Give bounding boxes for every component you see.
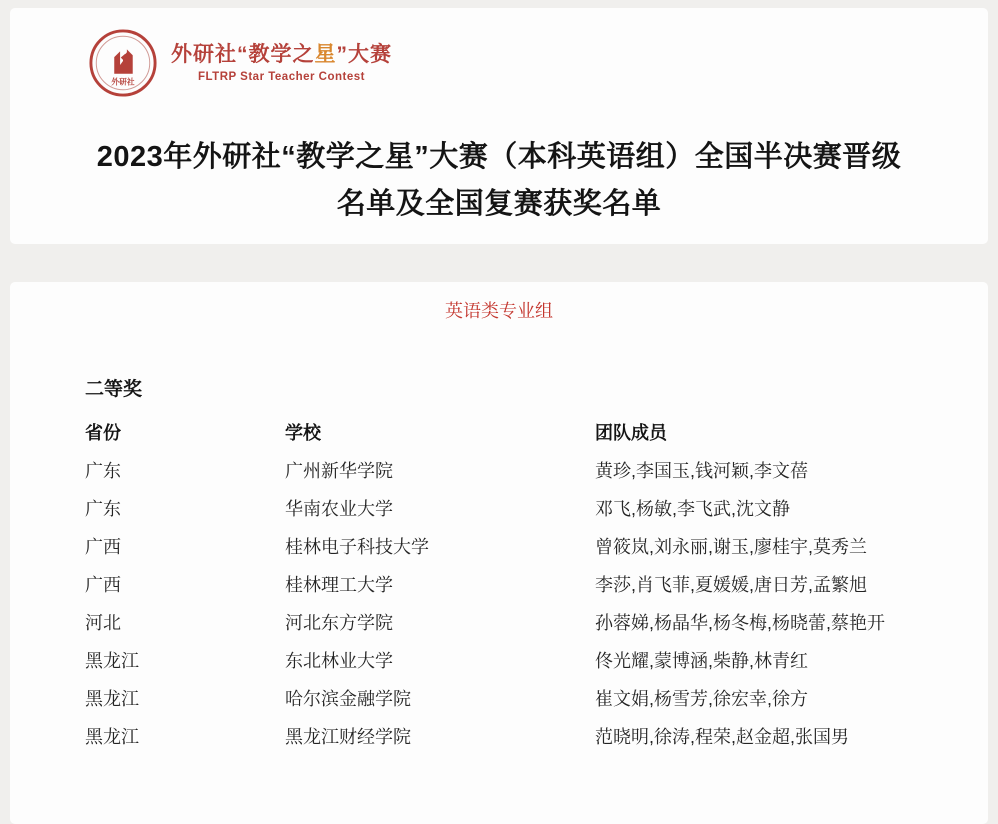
members-cell: 黄珍,李国玉,钱河颖,李文蓓 — [595, 461, 809, 481]
page-title-line2: 名单及全国复赛获奖名单 — [336, 188, 662, 220]
province-cell: 广西 — [85, 537, 121, 557]
school-cell: 广州新华学院 — [285, 461, 393, 481]
members-cell: 曾筱岚,刘永丽,谢玉,廖桂宇,莫秀兰 — [595, 537, 868, 557]
content-card — [10, 282, 988, 824]
school-cell: 桂林理工大学 — [285, 575, 393, 595]
table-row — [85, 452, 988, 490]
school-cell: 河北东方学院 — [285, 613, 393, 633]
header-members: 团队成员 — [595, 423, 667, 443]
brand-tagline: FLTRP Star Teacher Contest — [197, 70, 365, 83]
table-row — [85, 604, 988, 642]
group-label: 英语类专业组 — [445, 301, 553, 321]
logo-text — [171, 42, 392, 85]
page-title — [50, 134, 948, 228]
province-cell: 黑龙江 — [85, 727, 139, 747]
members-cell: 李莎,肖飞菲,夏媛媛,唐日芳,孟繁旭 — [595, 575, 868, 595]
header-school: 学校 — [285, 423, 321, 443]
province-cell: 黑龙江 — [85, 651, 139, 671]
school-cell: 哈尔滨金融学院 — [285, 689, 411, 709]
table-row — [85, 566, 988, 604]
province-cell: 广西 — [85, 575, 121, 595]
star-character: 星 — [314, 42, 337, 66]
table-header-row — [85, 414, 988, 452]
province-cell: 河北 — [85, 613, 121, 633]
table-row — [85, 642, 988, 680]
seal-text: 外研社 — [111, 77, 135, 87]
table-body — [85, 452, 988, 756]
table-row — [85, 528, 988, 566]
page-title-line1: 2023年外研社“教学之星”大赛（本科英语组）全国半决赛晋级 — [96, 141, 902, 173]
header-card — [10, 8, 988, 244]
school-cell: 桂林电子科技大学 — [285, 537, 429, 557]
school-cell: 华南农业大学 — [285, 499, 393, 519]
table-row — [85, 680, 988, 718]
header-province: 省份 — [85, 423, 121, 443]
members-cell: 邓飞,杨敏,李飞武,沈文静 — [595, 499, 791, 519]
table-row — [85, 490, 988, 528]
province-cell: 广东 — [85, 461, 121, 481]
award-tier-label: 二等奖 — [85, 379, 143, 400]
province-cell: 黑龙江 — [85, 689, 139, 709]
table-row — [85, 718, 988, 756]
members-cell: 孙蓉娣,杨晶华,杨冬梅,杨晓蕾,蔡艳开 — [595, 613, 886, 633]
school-cell: 东北林业大学 — [285, 651, 393, 671]
logo — [88, 28, 948, 98]
members-cell: 佟光耀,蒙博涵,柴静,林青红 — [595, 651, 809, 671]
award-table — [85, 414, 988, 756]
province-cell: 广东 — [85, 499, 121, 519]
members-cell: 崔文娟,杨雪芳,徐宏幸,徐方 — [595, 689, 809, 709]
members-cell: 范晓明,徐涛,程荣,赵金超,张国男 — [595, 727, 850, 747]
brand-name: 外研社“教学之星”大赛 — [171, 42, 392, 66]
school-cell: 黑龙江财经学院 — [285, 727, 411, 747]
fltrp-seal-icon — [88, 28, 158, 98]
